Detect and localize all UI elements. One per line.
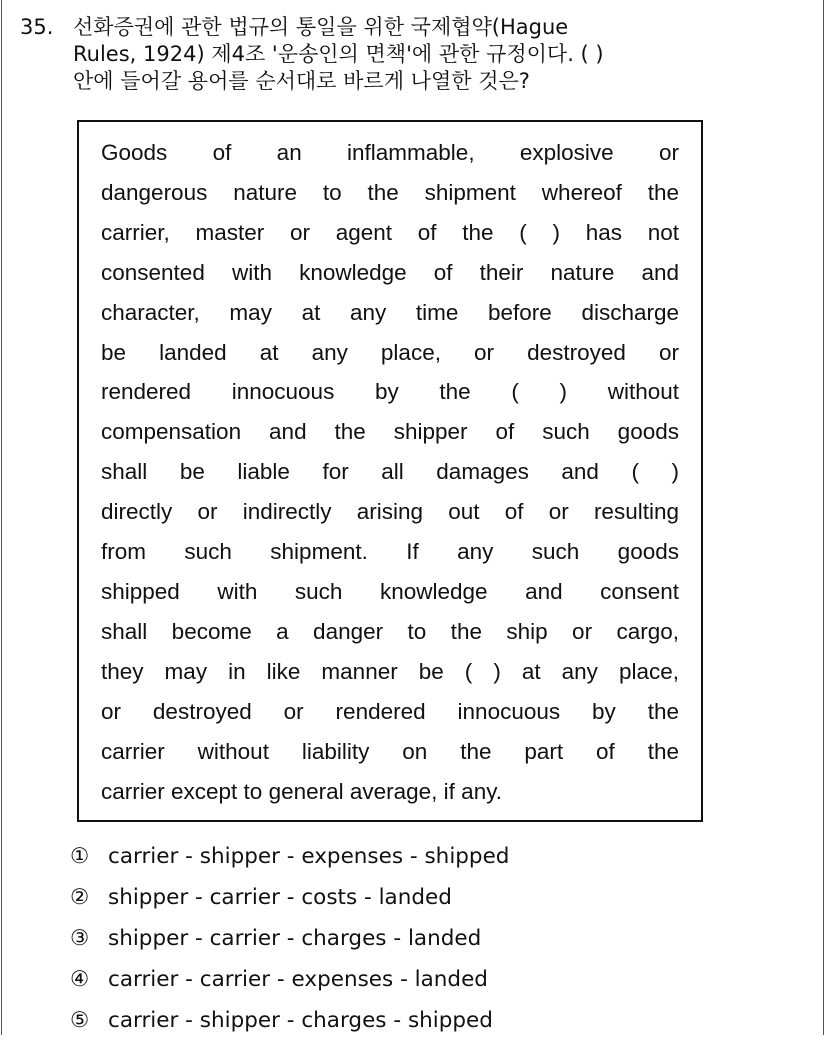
option-marker: ③ [70,926,90,951]
passage-line: be landed at any place, or destroyed or [101,339,679,365]
option-text: shipper - carrier - charges - landed [108,926,482,951]
option-text: carrier - shipper - charges - shipped [108,1008,493,1033]
option-marker: ⑤ [70,1008,90,1033]
passage-line: from such shipment. If any such goods [101,539,679,565]
option-text: carrier - carrier - expenses - landed [108,967,488,992]
passage-line: character, may at any time before discharge [101,299,679,325]
passage-line: carrier without liability on the part of the [101,738,679,764]
passage-line: or destroyed or rendered innocuous by the [101,698,679,724]
passage-line: dangerous nature to the shipment whereof the [101,179,679,205]
answer-option-3[interactable] [70,918,509,959]
passage-line: they may in like manner be ( ) at any place, [101,658,679,684]
answer-options [70,836,509,1041]
answer-option-4[interactable] [70,959,509,1000]
option-marker: ④ [70,967,90,992]
option-marker: ① [70,844,90,869]
passage-line: carrier, master or agent of the ( ) has not [101,219,679,245]
passage-line: consented with knowledge of their nature and [101,259,679,285]
passage-line: shipped with such knowledge and consent [101,578,679,604]
option-text: shipper - carrier - costs - landed [108,885,452,910]
question-line: Rules, 1924) 제4조 '운송인의 면책'에 관한 규정이다. ( ) [73,42,604,66]
option-marker: ② [70,885,90,910]
answer-option-2[interactable] [70,877,509,918]
passage-text [101,133,679,811]
passage-line: shall be liable for all damages and ( ) [101,459,679,485]
question-line: 안에 들어갈 용어를 순서대로 바르게 나열한 것은? [73,69,530,93]
passage-line: shall become a danger to the ship or cargo, [101,618,679,644]
answer-option-1[interactable] [70,836,509,877]
question-line: 선화증권에 관한 법규의 통일을 위한 국제협약(Hague [73,15,569,39]
passage-box [77,120,703,822]
passage-line: directly or indirectly arising out of or resulting [101,499,679,525]
passage-line: Goods of an inflammable, explosive or [101,140,679,165]
question-number: 35. [20,15,54,39]
passage-line: carrier except to general average, if any. [101,778,503,804]
passage-line: compensation and the shipper of such goods [101,419,679,445]
passage-line: rendered innocuous by the ( ) without [101,379,679,405]
option-text: carrier - shipper - expenses - shipped [108,844,510,869]
question-text [73,14,773,95]
